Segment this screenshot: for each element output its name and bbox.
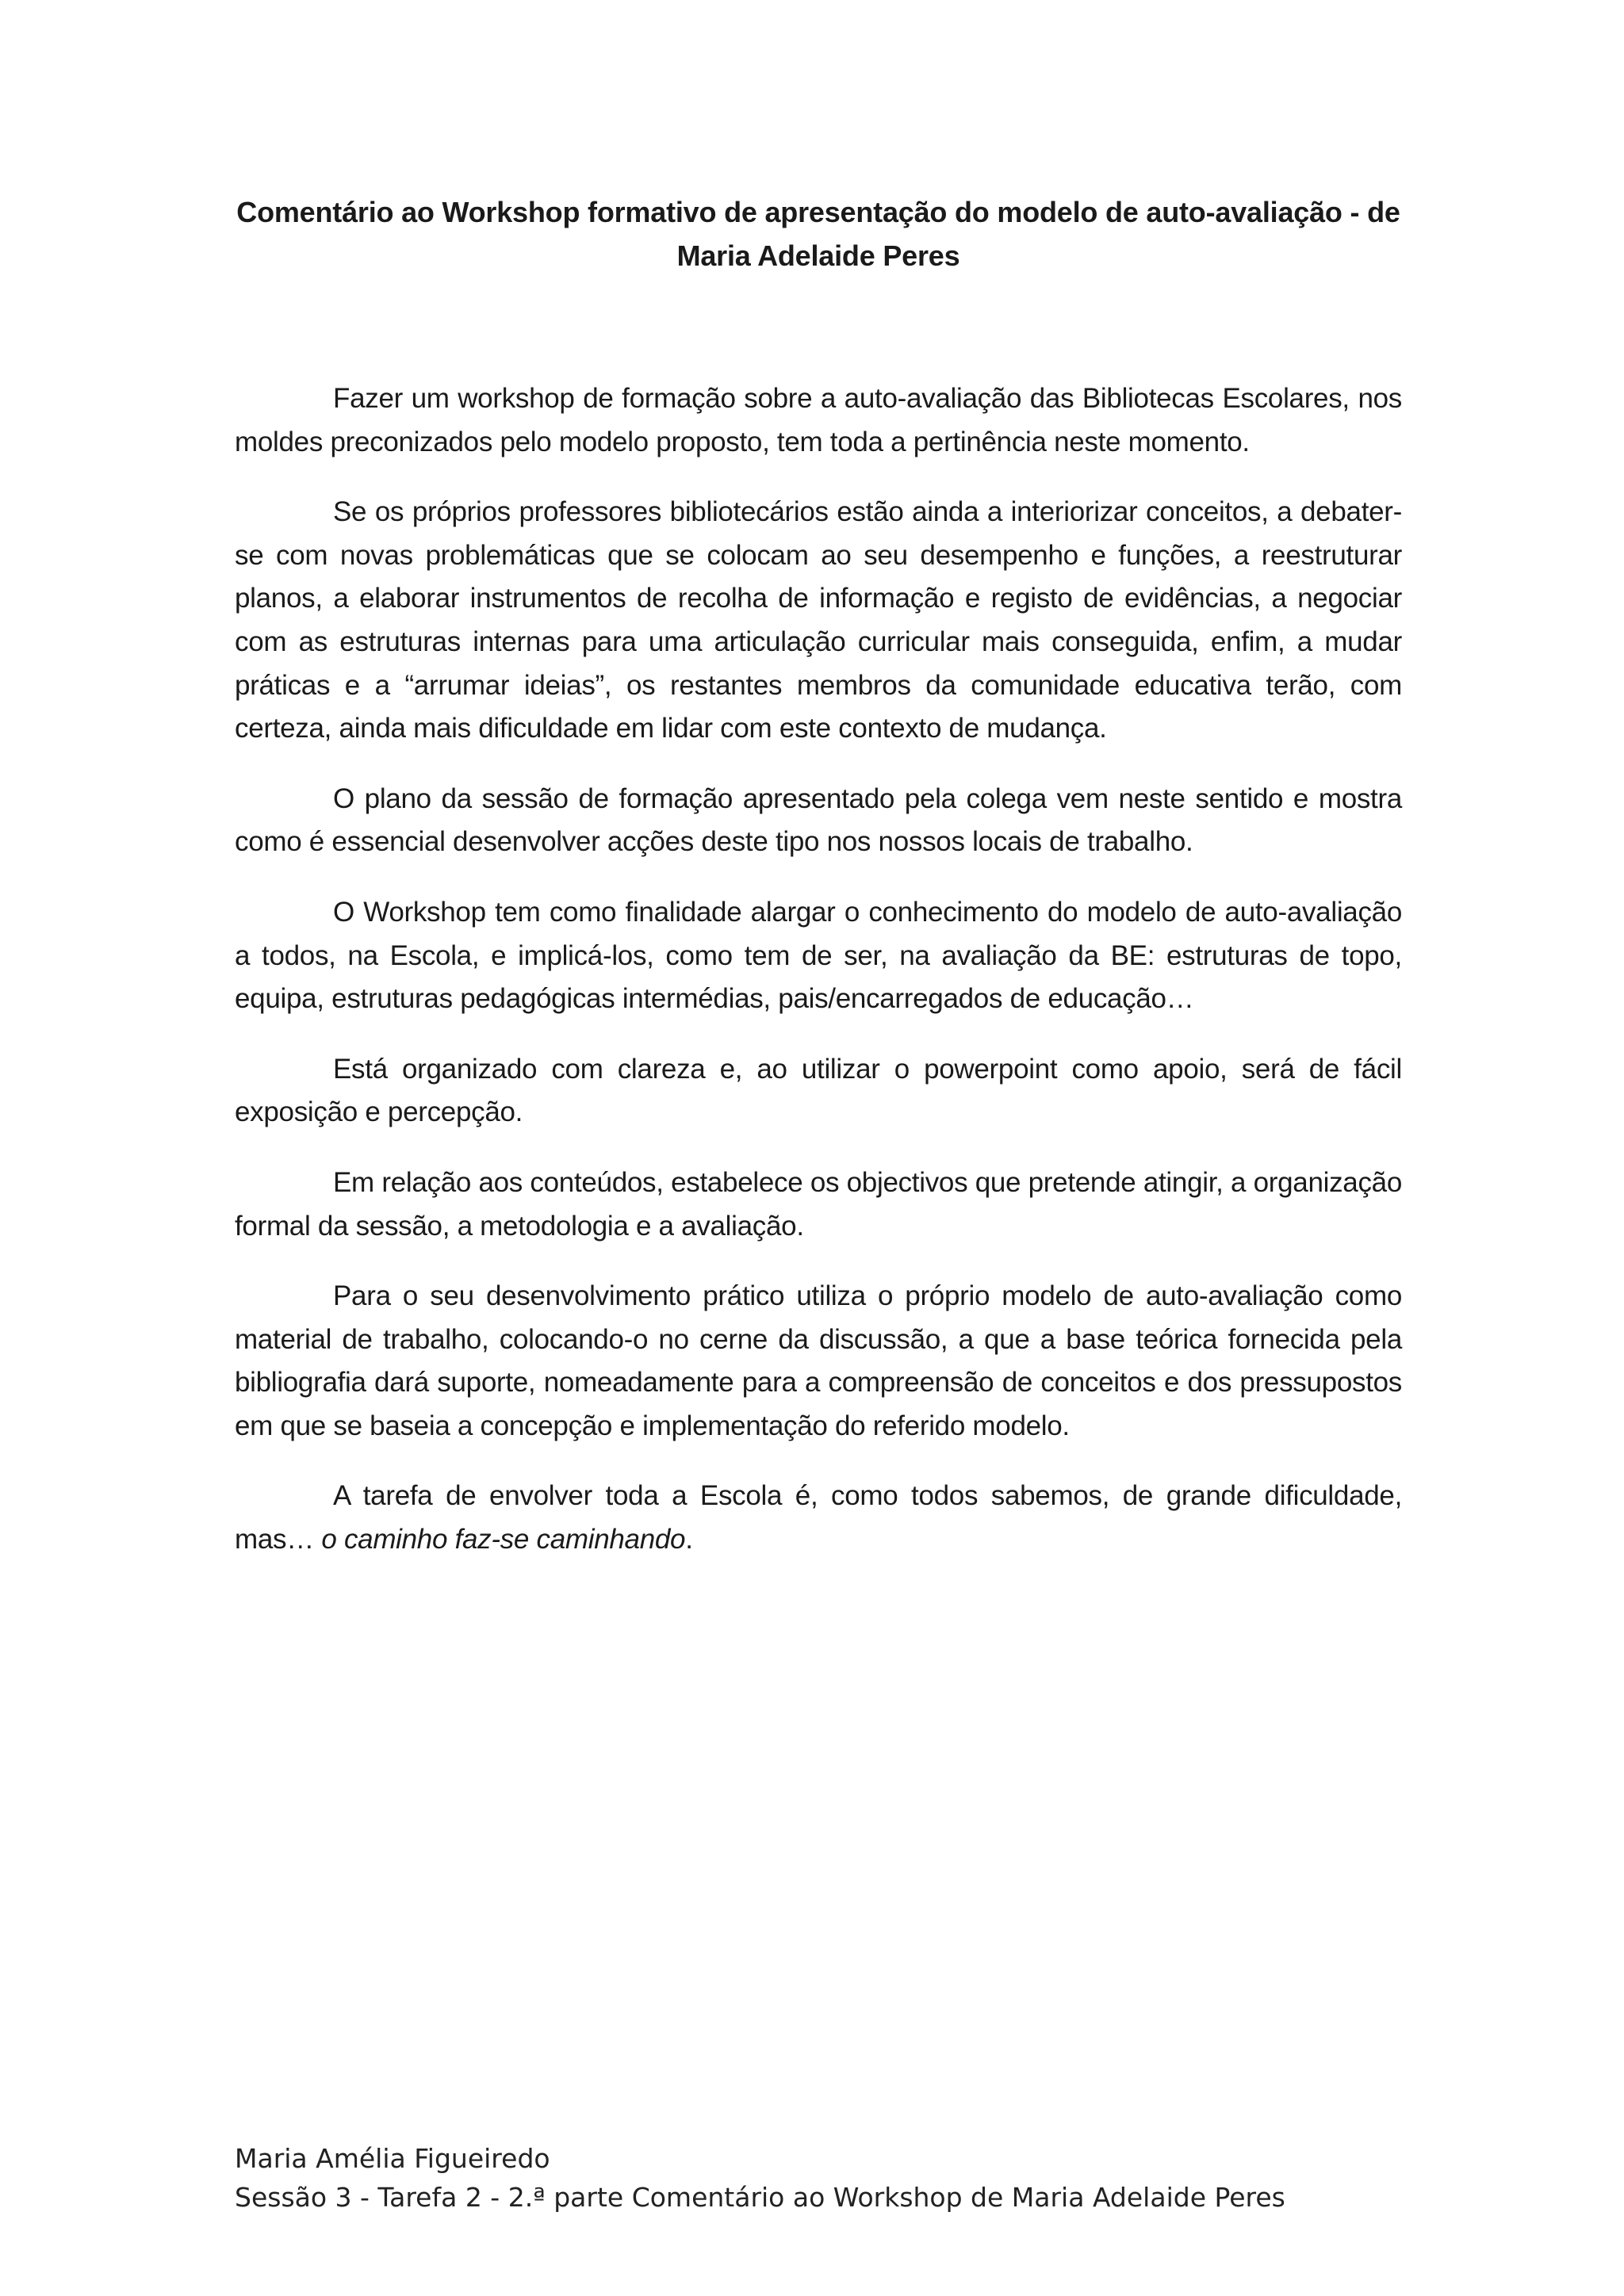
paragraph-3: O plano da sessão de formação apresentado pela colega vem neste sentido e mostra como é essencial desenvolver acções deste tipo nos nossos locais de trabalho.: [235, 783, 1402, 858]
paragraph-4: O Workshop tem como finalidade alargar o conhecimento do modelo de auto-avaliação a todos, na Escola, e implicá-los, como tem de ser, na avaliação da BE: estruturas de topo, equipa, estruturas pedagógicas intermédias, pais/encarregados de educação…: [235, 896, 1402, 1015]
document-title: [235, 190, 1402, 277]
paragraph-6: Em relação aos conteúdos, estabelece os objectivos que pretende atingir, a organização formal da sessão, a metodologia e a avaliação.: [235, 1166, 1402, 1242]
title-line-2: Maria Adelaide Peres: [676, 239, 960, 272]
paragraph-8: [235, 1475, 1402, 1561]
document-body: [235, 377, 1402, 1589]
paragraph-8-tail: .: [685, 1524, 693, 1556]
footer-author: Maria Amélia Figueiredo: [235, 2143, 550, 2174]
paragraph-5: Está organizado com clareza e, ao utilizar o powerpoint como apoio, será de fácil exposição e percepção.: [235, 1053, 1402, 1128]
footer-session: Sessão 3 - Tarefa 2 - 2.ª parte Comentário ao Workshop de Maria Adelaide Peres: [235, 2182, 1285, 2213]
paragraph-2: Se os próprios professores bibliotecários estão ainda a interiorizar conceitos, a debater-se com novas problemáticas que se colocam ao seu desempenho e funções, a reestruturar planos, a elaborar instrumentos de recolha de informação e registo de evidências, a negociar com as estruturas internas para uma articulação curricular mais conseguida, enfim, a mudar práticas e a “arrumar ideias”, os restantes membros da comunidade educativa terão, com certeza, ainda mais dificuldade em lidar com este contexto de mudança.: [235, 496, 1402, 744]
paragraph-7: Para o seu desenvolvimento prático utiliza o próprio modelo de auto-avaliação como material de trabalho, colocando-o no cerne da discussão, a que a base teórica fornecida pela bibliografia dará suporte, nomeadamente para a compreensão de conceitos e dos pressupostos em que se baseia a concepção e implementação do referido modelo.: [235, 1280, 1402, 1441]
title-line-1: Comentário ao Workshop formativo de apresentação do modelo de auto-avaliação - de: [236, 196, 1400, 228]
paragraph-8-text: A tarefa de envolver toda a Escola é, como todos sabemos, de grande dificuldade, mas…: [235, 1480, 1402, 1556]
page-footer: [235, 2139, 1402, 2217]
paragraph-8-italic: o caminho faz-se caminhando: [321, 1524, 686, 1556]
paragraph-1: Fazer um workshop de formação sobre a auto-avaliação das Bibliotecas Escolares, nos moldes preconizados pelo modelo proposto, tem toda a pertinência neste momento.: [235, 383, 1402, 457]
